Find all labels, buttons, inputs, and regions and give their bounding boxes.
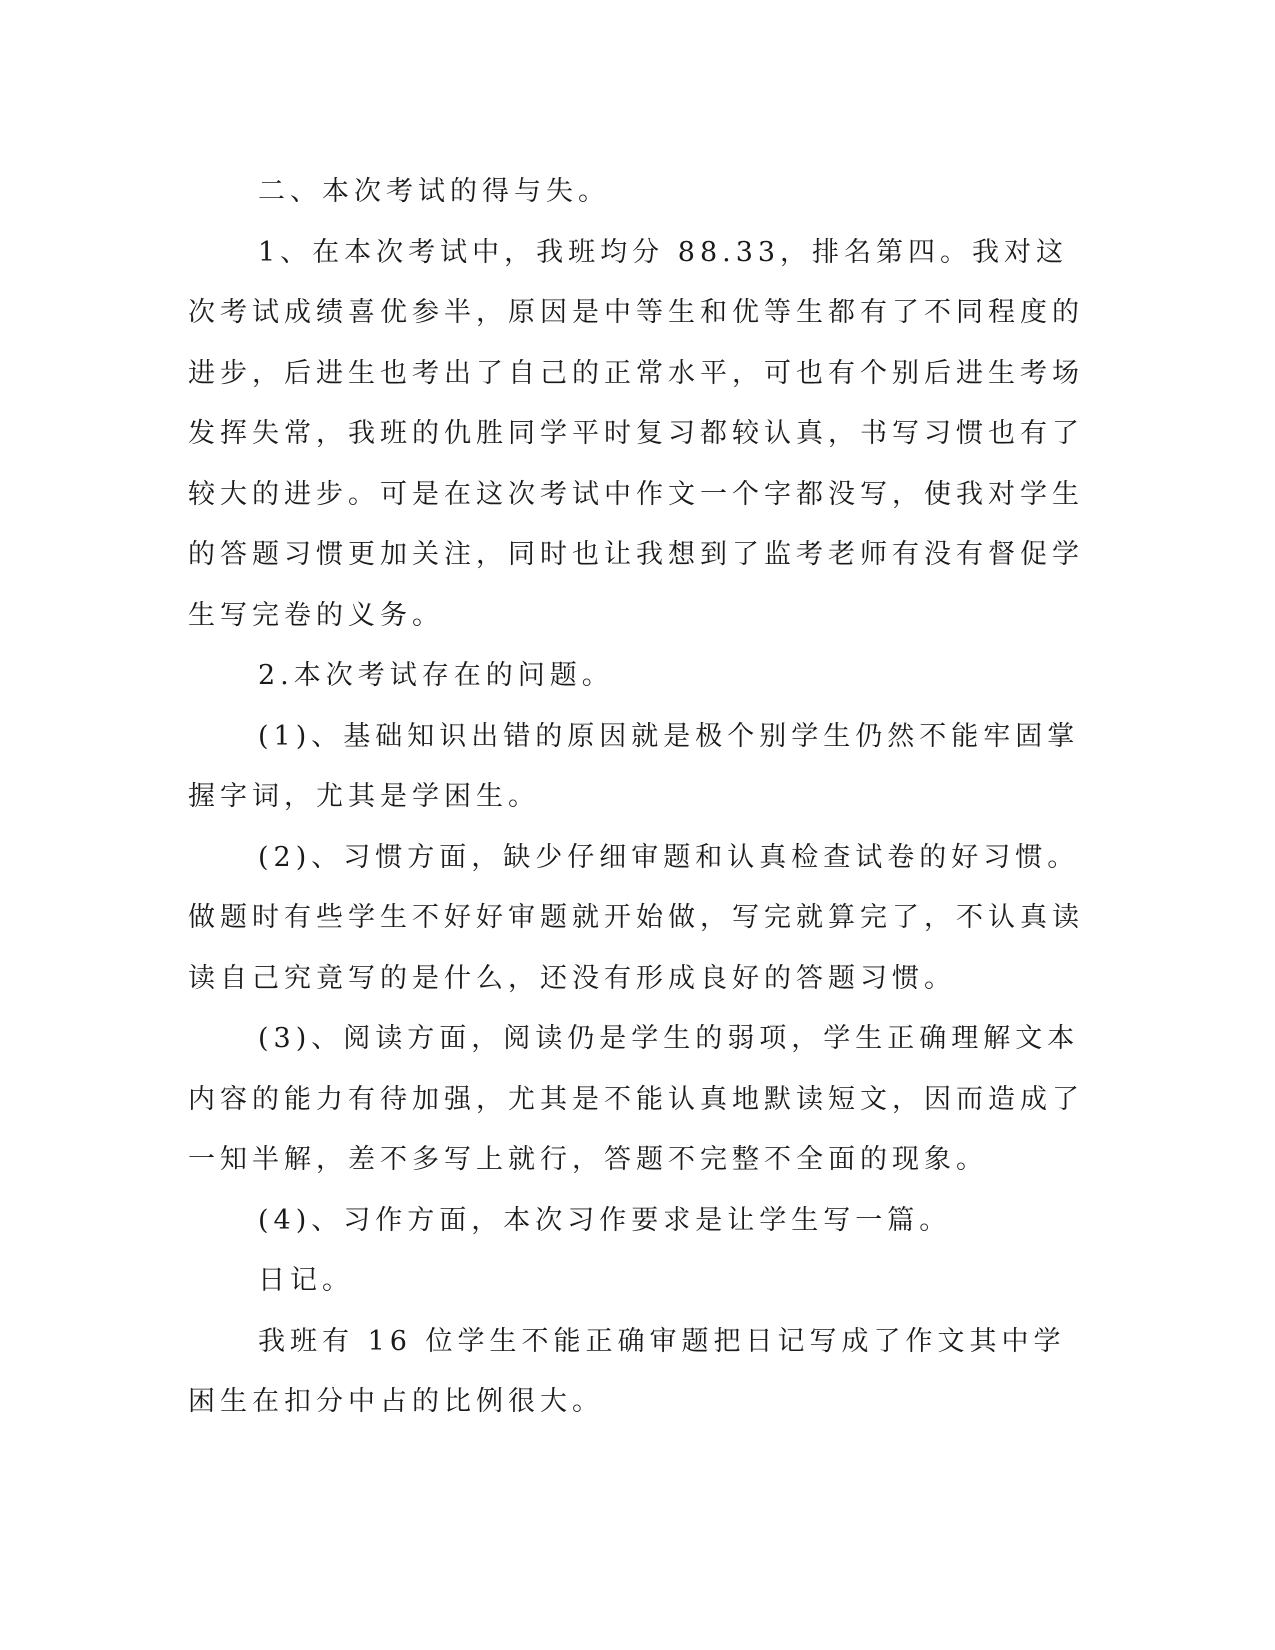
paragraph-basic-knowledge: (1)、基础知识出错的原因就是极个别学生仍然不能牢固掌握字词，尤其是学困生。	[188, 720, 1080, 812]
paragraph-habits: (2)、习惯方面，缺少仔细审题和认真检查试卷的好习惯。做题时有些学生不好好审题就开始做，写完就算完了，不认真读读自己究竟写的是什么，还没有形成良好的答题习惯。	[188, 841, 1084, 994]
document-body	[188, 162, 1088, 1433]
paragraph-writing: (4)、习作方面，本次习作要求是让学生写一篇。	[258, 1204, 952, 1236]
section-heading: 二、本次考试的得与失。	[258, 176, 610, 207]
paragraph-reading: (3)、阅读方面，阅读仍是学生的弱项，学生正确理解文本内容的能力有待加强，尤其是不能认真地默读短文，因而造成了一知半解，差不多写上就行，答题不完整不全面的现象。	[188, 1023, 1084, 1175]
paragraph-diary: 日记。	[258, 1265, 354, 1296]
paragraph-exam-results: 1、在本次考试中，我班均分 88.33，排名第四。我对这次考试成绩喜优参半，原因是中等生和优等生都有了不同程度的进步，后进生也考出了自己的正常水平，可也有个别后进生考场发挥失常，我班的仇胜同学平时复习都较认真，书写习惯也有了较大的进步。可是在这次考试中作文一个字都没写，使我对学生的答题习惯更加关注，同时也让我想到了监考老师有没有督促学生写完卷的义务。	[188, 236, 1084, 631]
subsection-heading-problems: 2.本次考试存在的问题。	[258, 660, 614, 691]
paragraph-students-count: 我班有 16 位学生不能正确审题把日记写成了作文其中学困生在扣分中占的比例很大。	[188, 1325, 1066, 1417]
